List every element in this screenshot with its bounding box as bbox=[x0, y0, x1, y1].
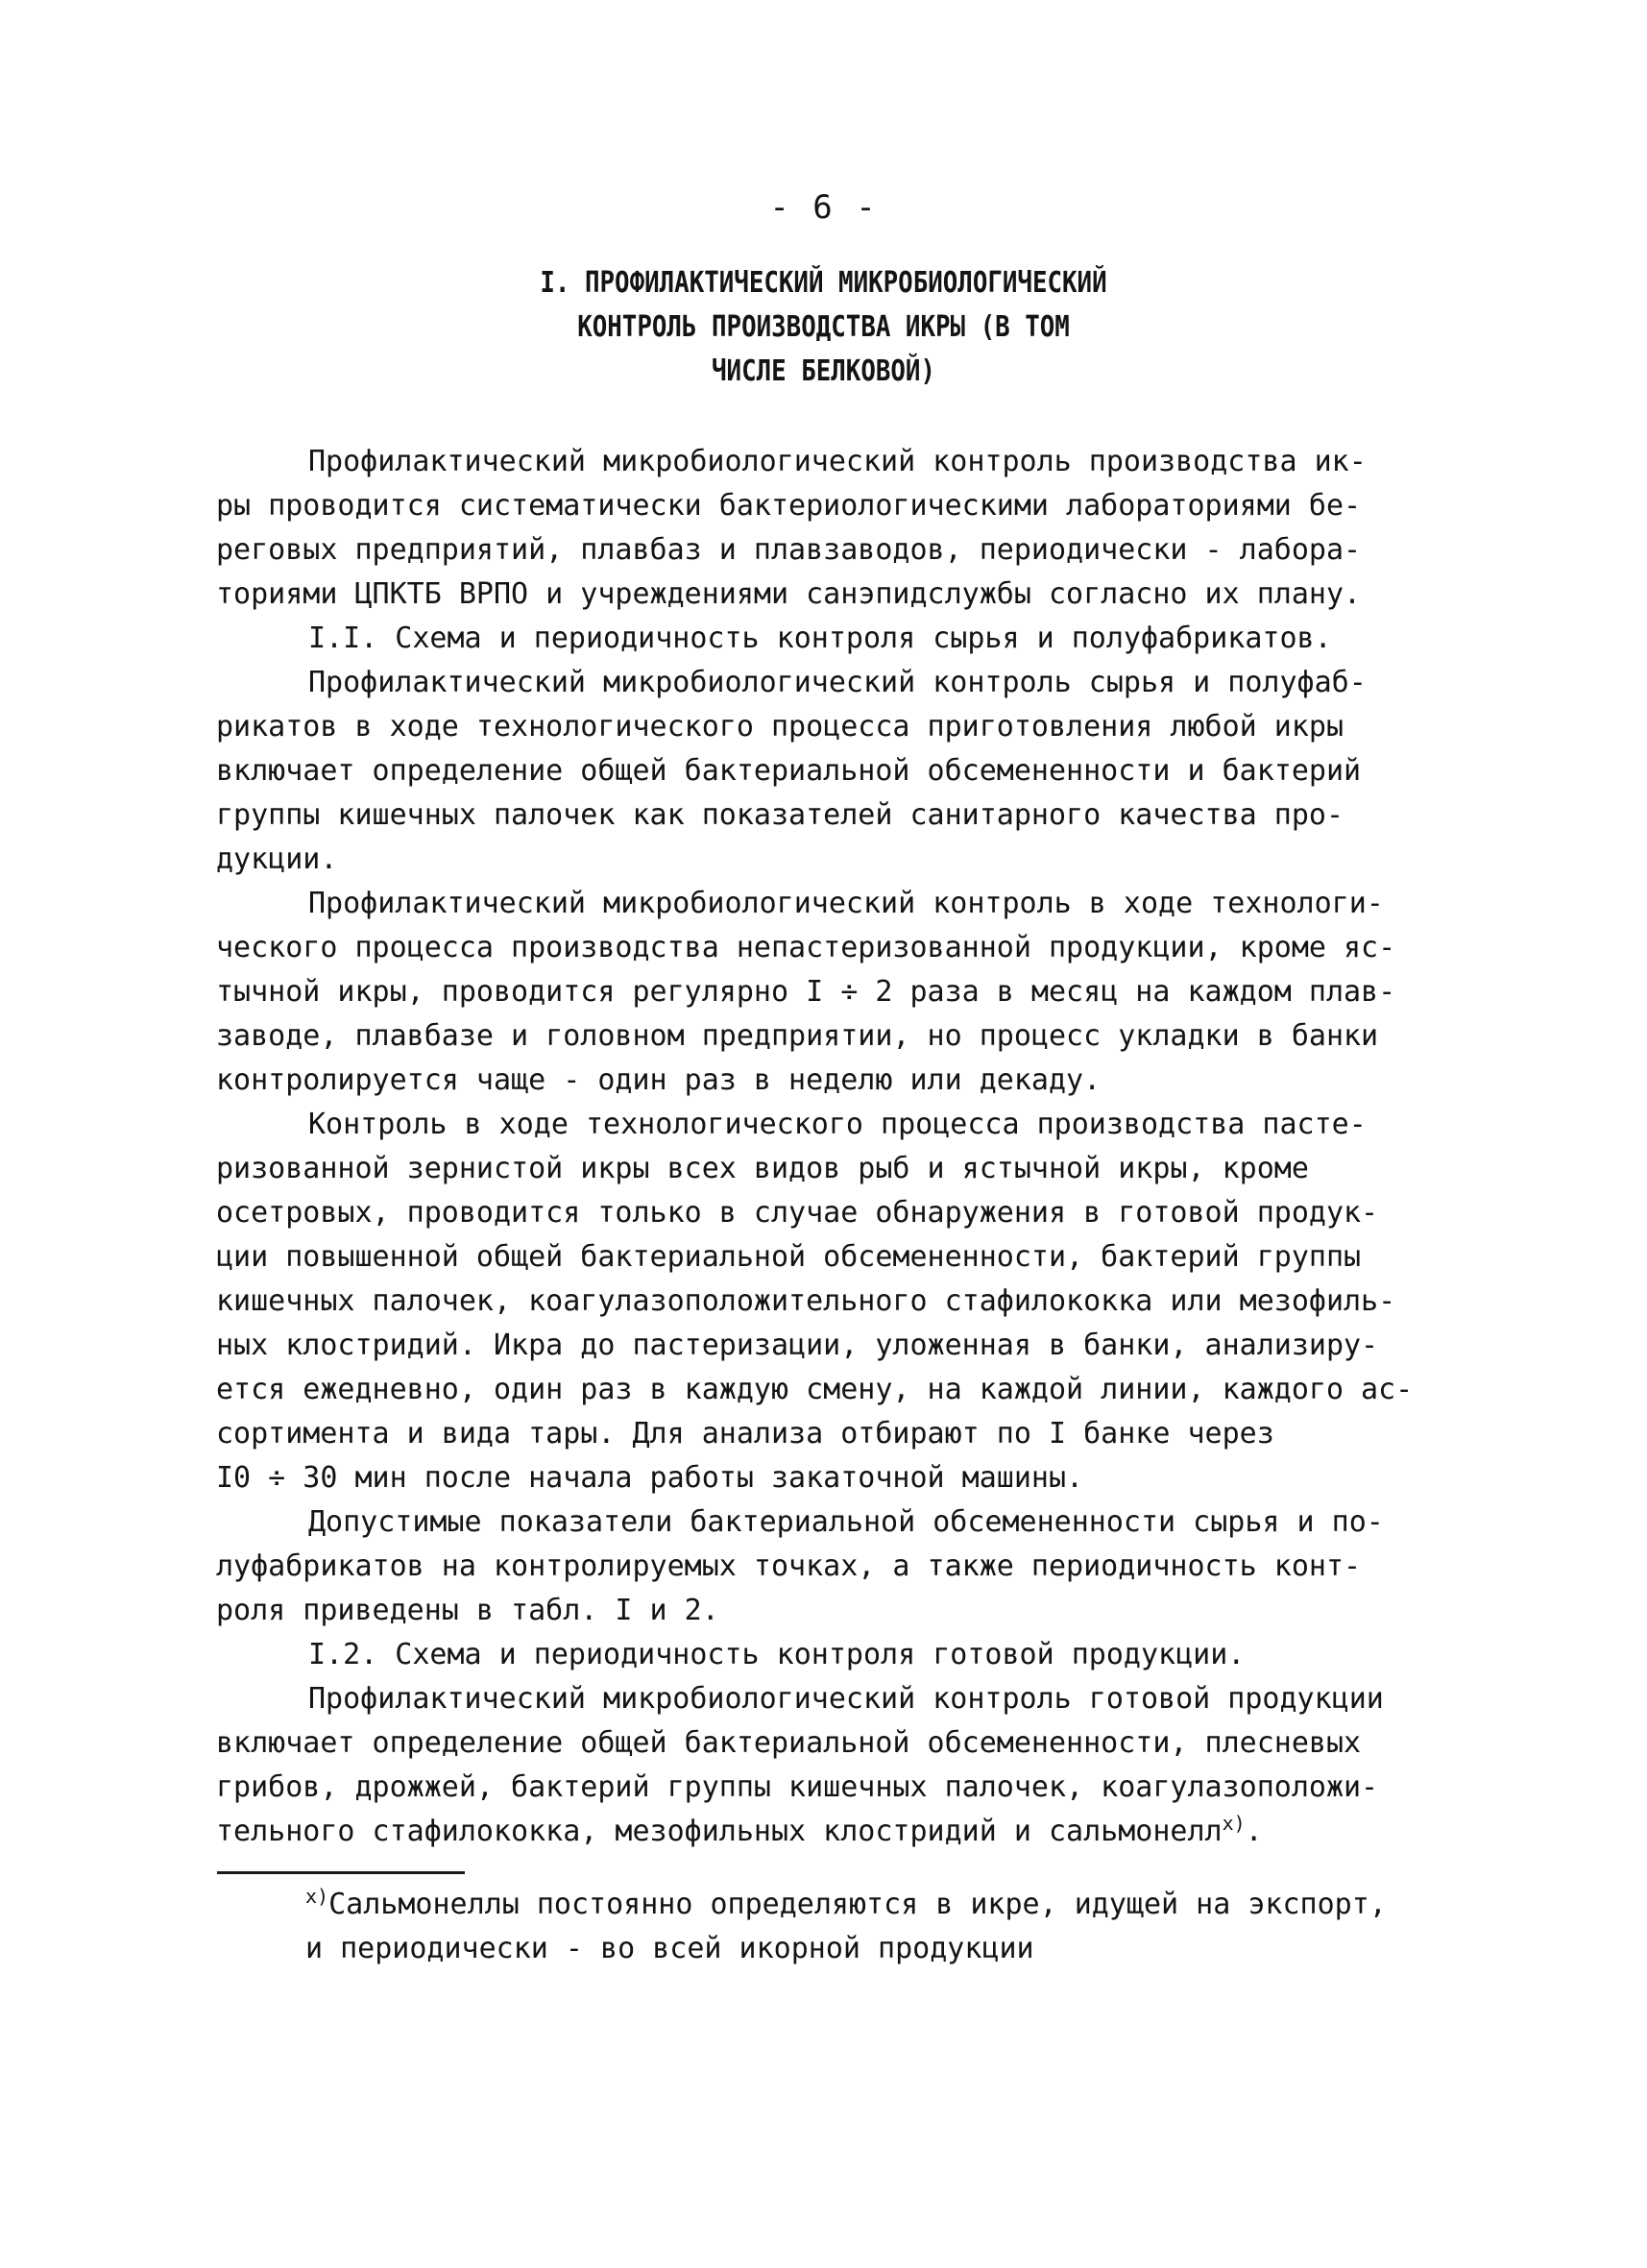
text-line: ческого процесса производства непастеризованной продукции, кроме яс- bbox=[216, 931, 1396, 964]
text-line-last bbox=[216, 1810, 1484, 1854]
footnote-reference: х) bbox=[1222, 1812, 1246, 1835]
section-heading bbox=[115, 261, 1532, 394]
text-line: Контроль в ходе технологического процесса производства пасте- bbox=[308, 1108, 1367, 1141]
text-line: I0 ÷ 30 мин после начала работы закаточной машины. bbox=[216, 1461, 1084, 1495]
text-line: включает определение общей бактериальной обсемененности и бактерий bbox=[216, 754, 1362, 788]
text-line: дукции. bbox=[216, 842, 338, 876]
heading-line: ЧИСЛЕ БЕЛКОВОЙ) bbox=[711, 354, 936, 388]
text-line: осетровых, проводится только в случае обнаружения в готовой продук- bbox=[216, 1196, 1379, 1230]
text-line: кишечных палочек, коагулазоположительного стафилококка или мезофиль- bbox=[216, 1284, 1396, 1318]
body-text bbox=[216, 440, 1484, 1854]
text-line: ции повышенной общей бактериальной обсемененности, бактерий группы bbox=[216, 1240, 1362, 1274]
text-line: реговых предприятий, плавбаз и плавзаводов, периодически - лабора- bbox=[216, 533, 1362, 567]
footnote-divider bbox=[217, 1871, 465, 1874]
text-line: тычной икры, проводится регулярно I ÷ 2 раза в месяц на каждом плав- bbox=[216, 975, 1396, 1009]
text-fragment: тельного стафилококка, мезофильных клостридий и сальмонелл bbox=[216, 1815, 1223, 1848]
text-line: заводе, плавбазе и головном предприятии, но процесс укладки в банки bbox=[216, 1019, 1379, 1053]
text-line: включает определение общей бактериальной обсемененности, плесневых bbox=[216, 1726, 1362, 1760]
text-line: луфабрикатов на контролируемых точках, а также периодичность конт- bbox=[216, 1549, 1362, 1583]
text-line: ториями ЦПКТБ ВРПО и учреждениями санэпидслужбы согласно их плану. bbox=[216, 577, 1362, 611]
text-line: Допустимые показатели бактериальной обсемененности сырья и по- bbox=[308, 1505, 1384, 1539]
text-line: роля приведены в табл. I и 2. bbox=[216, 1594, 719, 1627]
text-line: контролируется чаще - один раз в неделю или декаду. bbox=[216, 1063, 1102, 1097]
text-line: ры проводится систематически бактериологическими лабораториями бе- bbox=[216, 489, 1362, 523]
heading-line: I. ПРОФИЛАКТИЧЕСКИЙ МИКРОБИОЛОГИЧЕСКИЙ bbox=[540, 266, 1107, 300]
footnote-text: Сальмонеллы постоянно определяются в икре, идущей на экспорт, bbox=[328, 1888, 1387, 1921]
footnote-marker: х) bbox=[305, 1885, 329, 1908]
text-line: рикатов в ходе технологического процесса приготовления любой икры bbox=[216, 710, 1344, 744]
text-line: Профилактический микробиологический контроль готовой продукции bbox=[308, 1682, 1384, 1716]
text-line: Профилактический микробиологический контроль сырья и полуфаб- bbox=[308, 666, 1367, 699]
text-line: ется ежедневно, один раз в каждую смену, на каждой линии, каждого ас- bbox=[216, 1373, 1414, 1406]
footnote-line bbox=[305, 1883, 1477, 1927]
subsection-title: I.2. Схема и периодичность контроля готовой продукции. bbox=[308, 1638, 1246, 1671]
text-line: группы кишечных палочек как показателей санитарного качества про- bbox=[216, 798, 1344, 832]
text-line: ных клостридий. Икра до пастеризации, уложенная в банки, анализиру- bbox=[216, 1329, 1379, 1362]
page-number: - 6 - bbox=[769, 188, 878, 227]
text-line: грибов, дрожжей, бактерий группы кишечных палочек, коагулазоположи- bbox=[216, 1770, 1379, 1804]
subsection-title: I.I. Схема и периодичность контроля сырья и полуфабрикатов. bbox=[308, 622, 1332, 655]
text-line: ризованной зернистой икры всех видов рыб и ястычной икры, кроме bbox=[216, 1152, 1309, 1185]
text-line: Профилактический микробиологический контроль в ходе технологи- bbox=[308, 887, 1384, 920]
footnote-line: и периодически - во всей икорной продукции bbox=[305, 1932, 1034, 1965]
text-line: Профилактический микробиологический контроль производства ик- bbox=[308, 445, 1367, 478]
heading-line: КОНТРОЛЬ ПРОИЗВОДСТВА ИКРЫ (В ТОМ bbox=[577, 310, 1070, 344]
end-punctuation: . bbox=[1245, 1815, 1263, 1848]
text-line: сортимента и вида тары. Для анализа отбирают по I банке через bbox=[216, 1417, 1274, 1451]
footnote bbox=[305, 1883, 1477, 1971]
